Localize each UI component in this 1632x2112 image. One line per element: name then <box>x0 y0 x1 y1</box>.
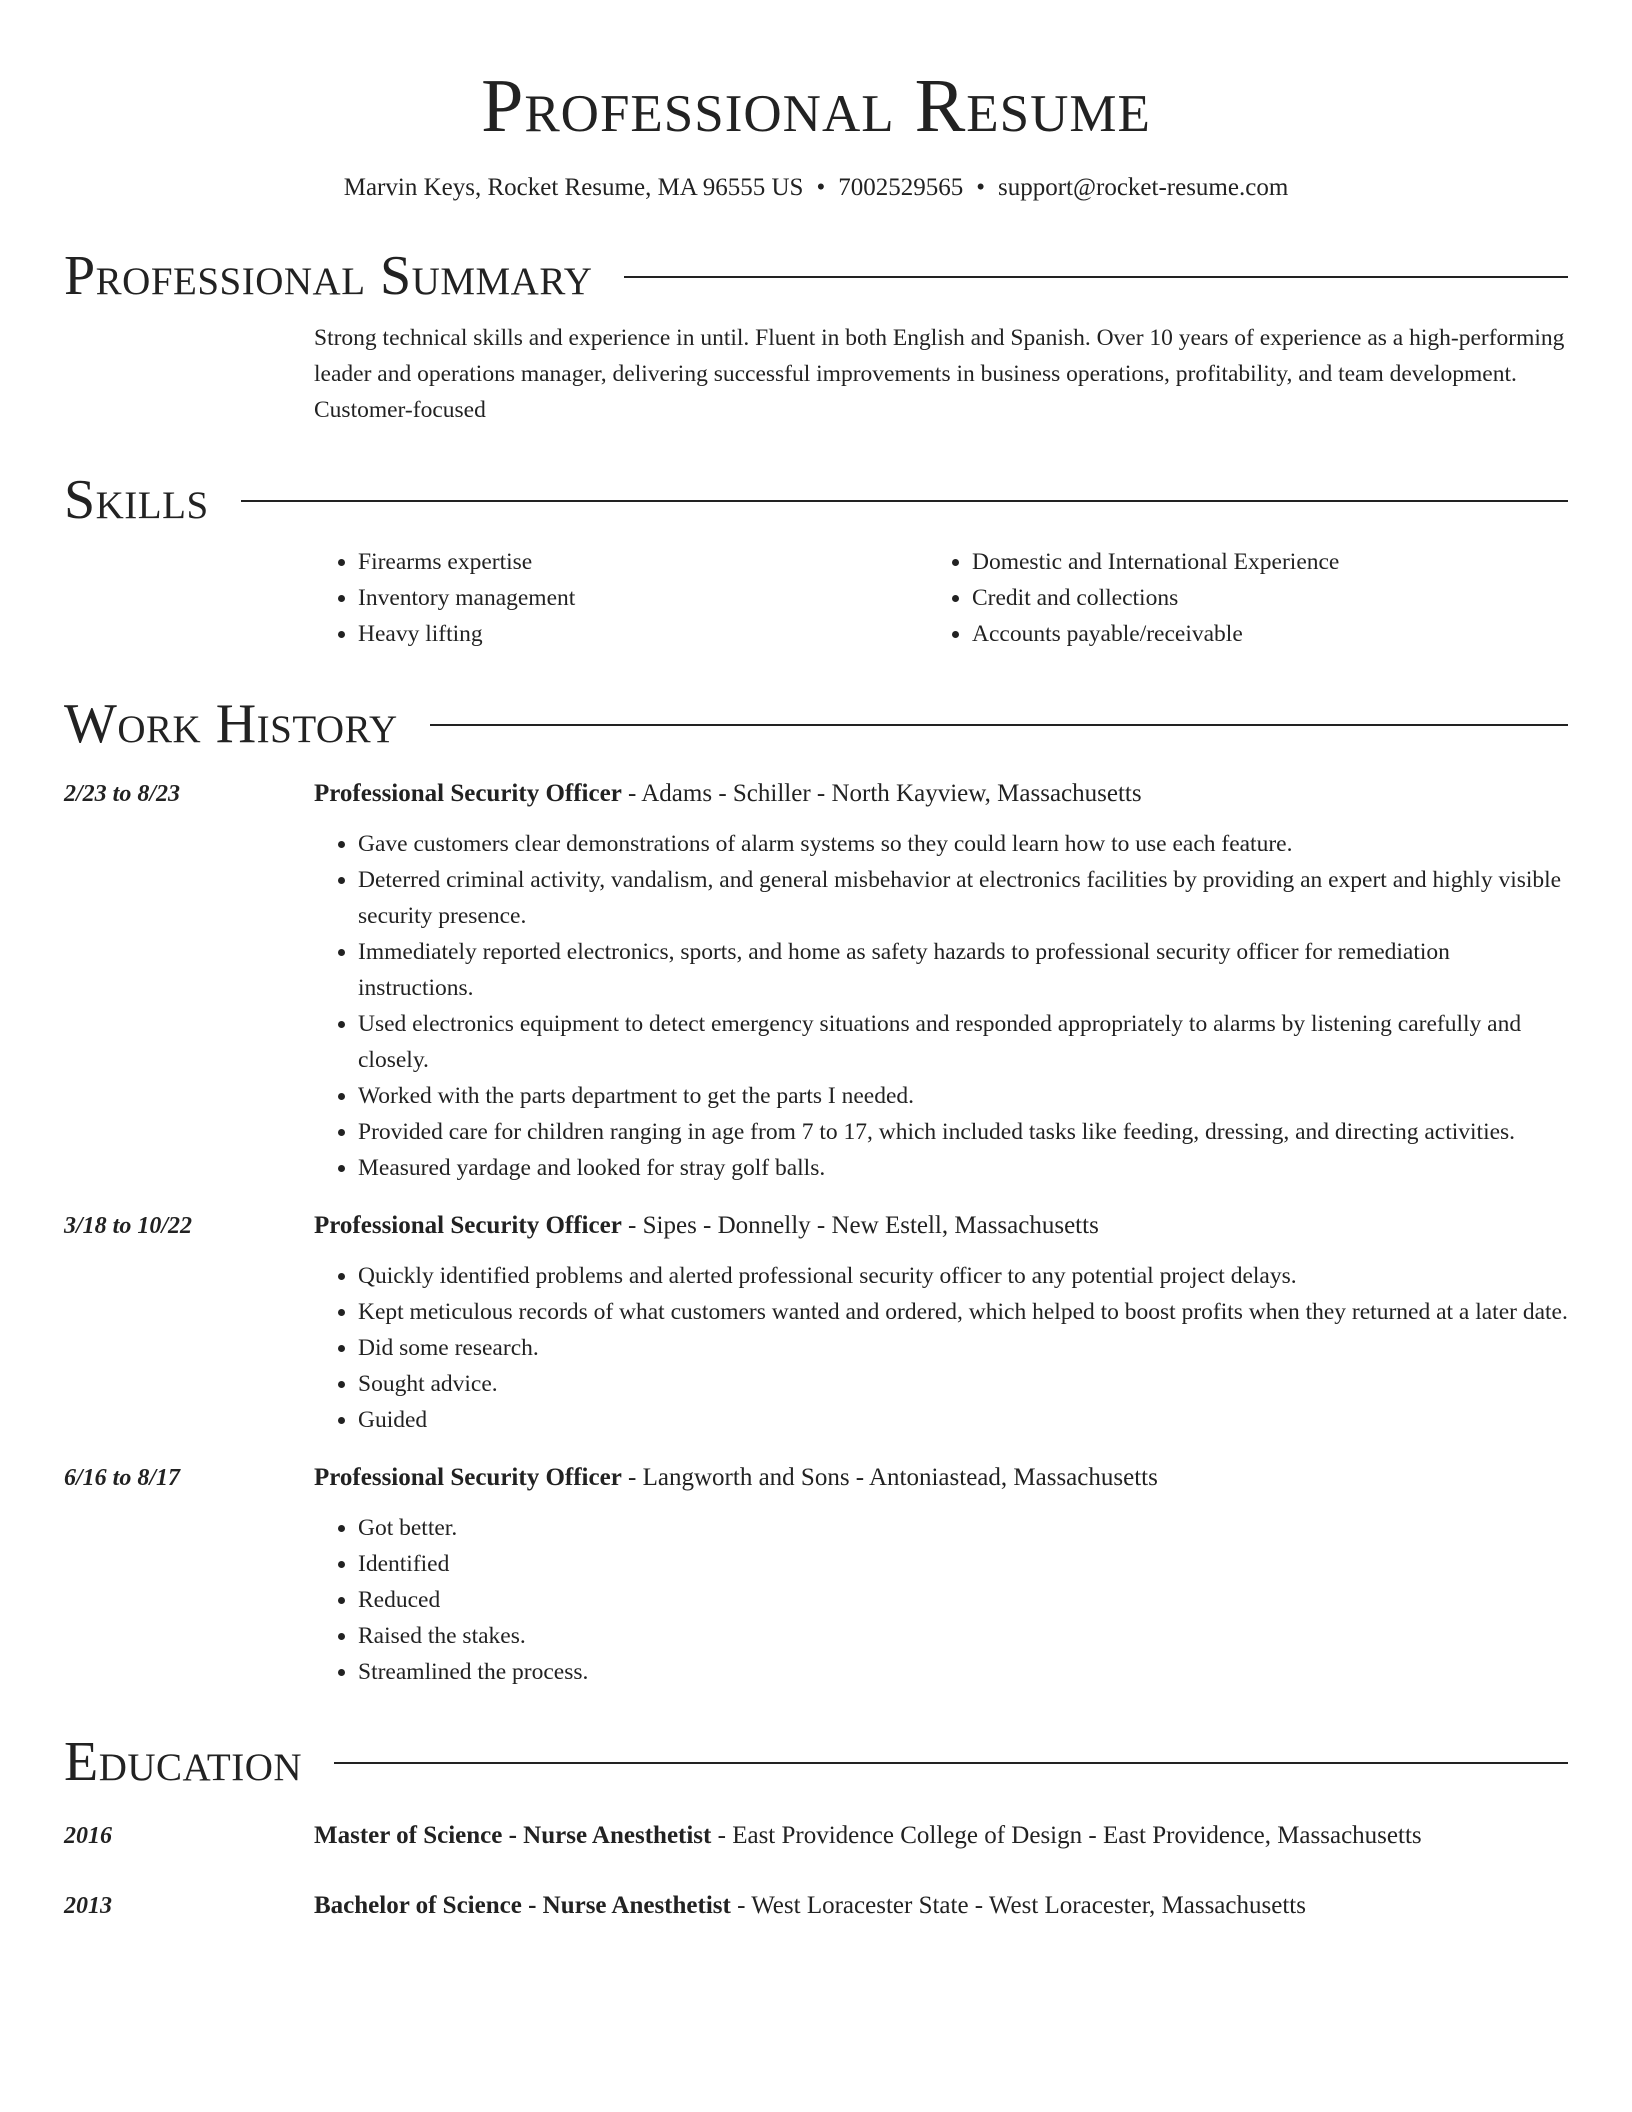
education-year: 2013 <box>64 1893 112 1919</box>
job-employer: - Langworth and Sons - Antoniastead, Massachusetts <box>628 1464 1158 1491</box>
education-entry <box>64 1818 1568 1854</box>
contact-separator: • <box>816 174 826 201</box>
job-dates: 6/16 to 8/17 <box>64 1465 181 1491</box>
job-header <box>314 1208 1568 1244</box>
education-details <box>314 1888 1568 1924</box>
job-bullet: • Kept meticulous records of what customers wanted and ordered, which helped to boost profits when they returned at a later date. <box>358 1294 1568 1330</box>
job-bullet: • Immediately reported electronics, sports, and home as safety hazards to professional security officer for remediation instructions. <box>358 934 1568 1006</box>
job-bullet: • Identified <box>358 1546 1568 1582</box>
education-school: - East Providence College of Design - East Providence, Massachusetts <box>717 1822 1422 1849</box>
job-dates: 2/23 to 8/23 <box>64 781 181 807</box>
job-title: Professional Security Officer <box>314 1212 622 1239</box>
contact-email: support@rocket-resume.com <box>997 174 1289 201</box>
section-header <box>64 470 1568 530</box>
section-divider <box>241 500 1568 502</box>
education-entry <box>64 1888 1568 1924</box>
education-degree: Master of Science - Nurse Anesthetist <box>314 1822 712 1849</box>
job-bullet: • Reduced <box>358 1582 1568 1618</box>
work-history-heading: Work History <box>64 693 398 755</box>
job-bullet: • Used electronics equipment to detect emergency situations and responded appropriately to alarms by listening carefully and closely. <box>358 1006 1568 1078</box>
job-bullets <box>314 1510 1568 1690</box>
job-bullets <box>314 826 1568 1186</box>
job-bullet: • Provided care for children ranging in age from 7 to 17, which included tasks like feeding, dressing, and directing activities. <box>358 1114 1568 1150</box>
skill-item: • Inventory management <box>358 580 928 616</box>
section-divider <box>624 276 1568 278</box>
job-details <box>314 1460 1568 1690</box>
job-dates: 3/18 to 10/22 <box>64 1213 193 1239</box>
job-bullet: • Measured yardage and looked for stray golf balls. <box>358 1150 1568 1186</box>
job-entry <box>64 776 1568 1186</box>
job-bullets <box>314 1258 1568 1438</box>
job-employer: - Adams - Schiller - North Kayview, Massachusetts <box>628 780 1142 807</box>
education-degree: Bachelor of Science - Nurse Anesthetist <box>314 1892 731 1919</box>
skill-item: • Domestic and International Experience <box>972 544 1542 580</box>
job-title: Professional Security Officer <box>314 1464 622 1491</box>
page-title: Professional Resume <box>481 64 1151 148</box>
work-history-section <box>64 694 1568 1690</box>
job-bullet: • Got better. <box>358 1510 1568 1546</box>
contact-phone: 7002529565 <box>838 174 964 201</box>
contact-address: Marvin Keys, Rocket Resume, MA 96555 US <box>343 174 804 201</box>
section-header <box>64 1732 1568 1792</box>
education-year: 2016 <box>64 1823 112 1849</box>
skills-list <box>314 544 1568 652</box>
job-employer: - Sipes - Donnelly - New Estell, Massachusetts <box>628 1212 1099 1239</box>
job-bullet: • Streamlined the process. <box>358 1654 1568 1690</box>
summary-heading: Professional Summary <box>64 245 593 307</box>
job-bullet: • Quickly identified problems and alerted professional security officer to any potential project delays. <box>358 1258 1568 1294</box>
job-details <box>314 1208 1568 1438</box>
education-section <box>64 1732 1568 1924</box>
job-bullet: • Gave customers clear demonstrations of alarm systems so they could learn how to use each feature. <box>358 826 1568 862</box>
job-title: Professional Security Officer <box>314 780 622 807</box>
job-bullet: • Sought advice. <box>358 1366 1568 1402</box>
job-entry <box>64 1208 1568 1438</box>
job-entry <box>64 1460 1568 1690</box>
job-details <box>314 776 1568 1186</box>
skill-item: • Accounts payable/receivable <box>972 616 1542 652</box>
summary-section <box>64 246 1568 428</box>
job-bullet: • Did some research. <box>358 1330 1568 1366</box>
skills-column-left <box>314 544 928 652</box>
section-header <box>64 694 1568 754</box>
job-bullet: • Guided <box>358 1402 1568 1438</box>
job-header <box>314 1460 1568 1496</box>
section-header <box>64 246 1568 306</box>
skills-column-right <box>928 544 1542 652</box>
skills-section <box>64 470 1568 652</box>
summary-text: Strong technical skills and experience in until. Fluent in both English and Spanish. Over 10 years of experience as a high-performing leader and operations manager, delivering successful improvements in business operations, profitability, and team development. Customer-focused <box>314 325 1565 423</box>
job-bullet: • Deterred criminal activity, vandalism, and general misbehavior at electronics facilities by providing an expert and highly visible security presence. <box>358 862 1568 934</box>
job-bullet: • Raised the stakes. <box>358 1618 1568 1654</box>
section-divider <box>430 724 1568 726</box>
education-details <box>314 1818 1568 1854</box>
education-heading: Education <box>64 1731 303 1793</box>
education-school: - West Loracester State - West Loracester, Massachusetts <box>737 1892 1306 1919</box>
skills-heading: Skills <box>64 469 209 531</box>
skill-item: • Credit and collections <box>972 580 1542 616</box>
skill-item: • Heavy lifting <box>358 616 928 652</box>
job-header <box>314 776 1568 812</box>
skill-item: • Firearms expertise <box>358 544 928 580</box>
section-divider <box>334 1762 1568 1764</box>
contact-separator: • <box>976 174 985 201</box>
job-bullet: • Worked with the parts department to get the parts I needed. <box>358 1078 1568 1114</box>
education-header <box>314 1888 1568 1924</box>
contact-line <box>64 172 1568 204</box>
education-header <box>314 1818 1568 1854</box>
